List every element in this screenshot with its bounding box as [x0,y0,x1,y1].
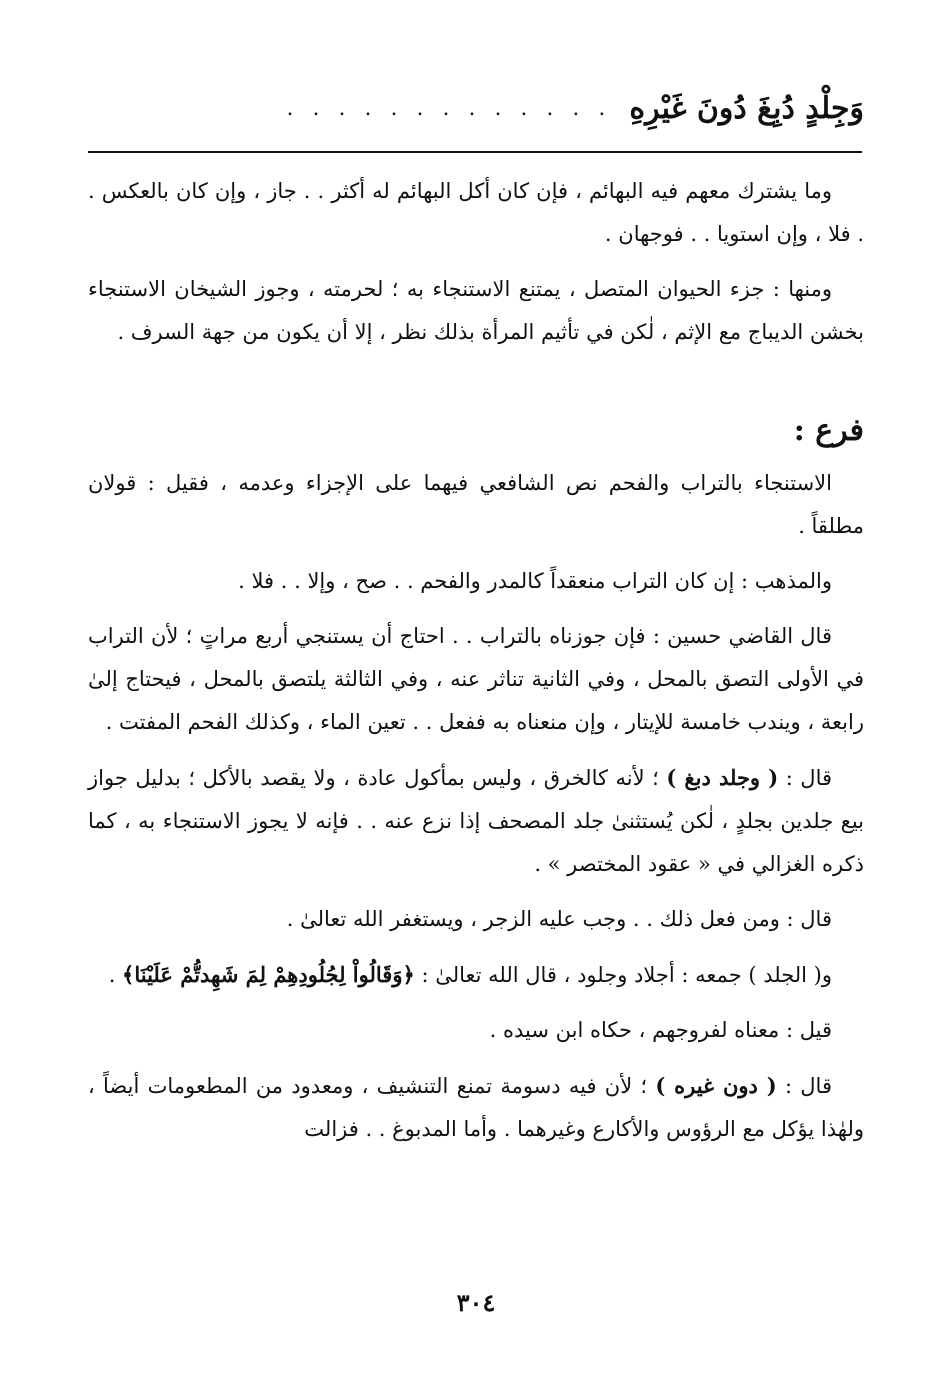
section-heading: فرع : [793,413,864,448]
paragraph-5: قال القاضي حسين : فإن جوزناه بالتراب . . احتاج أن يستنجي أربع مراتٍ ؛ لأن التراب في الأولى التصق بالمحل ، وفي الثانية تناثر عنه ، وفي الثالثة يلتصق بالمحل ، فيحتاج إلىٰ رابعة ، ويندب خامسة للإيتار ، وإن منعناه به ففعل . . تعين الماء ، وكذلك الفحم المفتت . [88,624,864,734]
paragraph-10-intro: قال : [776,1074,832,1098]
page-number: ٣٠٤ [456,1288,496,1317]
paragraph-10-lemma: ( دون غيره ) [655,1073,777,1098]
paragraph-6-lemma: ( وجلد دبغ ) [666,765,779,790]
header-rule [88,151,862,153]
paragraph-4: والمذهب : إن كان التراب منعقداً كالمدر والفحم . . صح ، وإلا . . فلا . [238,569,832,593]
paragraph-10-body: ؛ لأن فيه دسومة تمنع التنشيف ، ومعدود من المطعومات أيضاً ، ولهٰذا يؤكل مع الرؤوس والأكارع وغيرهما . وأما المدبوغ . . فزالت [88,1074,864,1141]
paragraph-3: الاستنجاء بالتراب والفحم نص الشافعي فيهما على الإجزاء وعدمه ، فقيل : قولان مطلقاً . [88,471,864,538]
quran-verse: ﴿وَقَالُواْ لِجُلُودِهِمْ لِمَ شَهِدتُّمْ عَلَيْنَا﴾ [122,962,415,987]
body-text [88,170,864,1163]
paragraph-6 [88,756,864,886]
paragraph-2: ومنها : جزء الحيوان المتصل ، يمتنع الاستنجاء به ؛ لحرمته ، وجوز الشيخان الاستنجاء بخشن الديباج مع الإثم ، لٰكن في تأثيم المرأة بذلك نظر ، إلا أن يكون من جهة السرف . [88,277,864,344]
section-spacer [88,366,864,406]
paragraph-1: وما يشترك معهم فيه البهائم ، فإن كان أكل البهائم له أكثر . . جاز ، وإن كان بالعكس . . فلا ، وإن استويا . . فوجهان . [88,179,864,246]
paragraph-6-body: ؛ لأنه كالخرق ، وليس بمأكول عادة ، ولا يقصد بالأكل ؛ بدليل جواز بيع جلدين بجلدٍ ، لٰكن يُستثنىٰ جلد المصحف إذا نزع عنه . . فإنه لا يجوز الاستنجاء به ، كما ذكره الغزالي في « عقود المختصر » . [88,766,864,876]
paragraph-9: قيل : معناه لفروجهم ، حكاه ابن سيده . [489,1018,832,1042]
running-header [88,78,864,138]
paragraph-7: قال : ومن فعل ذلك . . وجب عليه الزجر ، ويستغفر الله تعالىٰ . [286,907,832,931]
paragraph-6-intro: قال : [778,766,833,790]
paragraph-10 [88,1064,864,1151]
running-title: وَجِلْدٍ دُبِغَ دُونَ غَيْرِهِ [629,90,864,126]
paragraph-8 [88,953,864,997]
paragraph-8-intro: و( الجلد ) جمعه : أجلاد وجلود ، قال الله تعالىٰ : [414,963,832,987]
running-header-dots: . . . . . . . . . . . . . [286,95,612,121]
paragraph-8-end: . [108,963,123,987]
